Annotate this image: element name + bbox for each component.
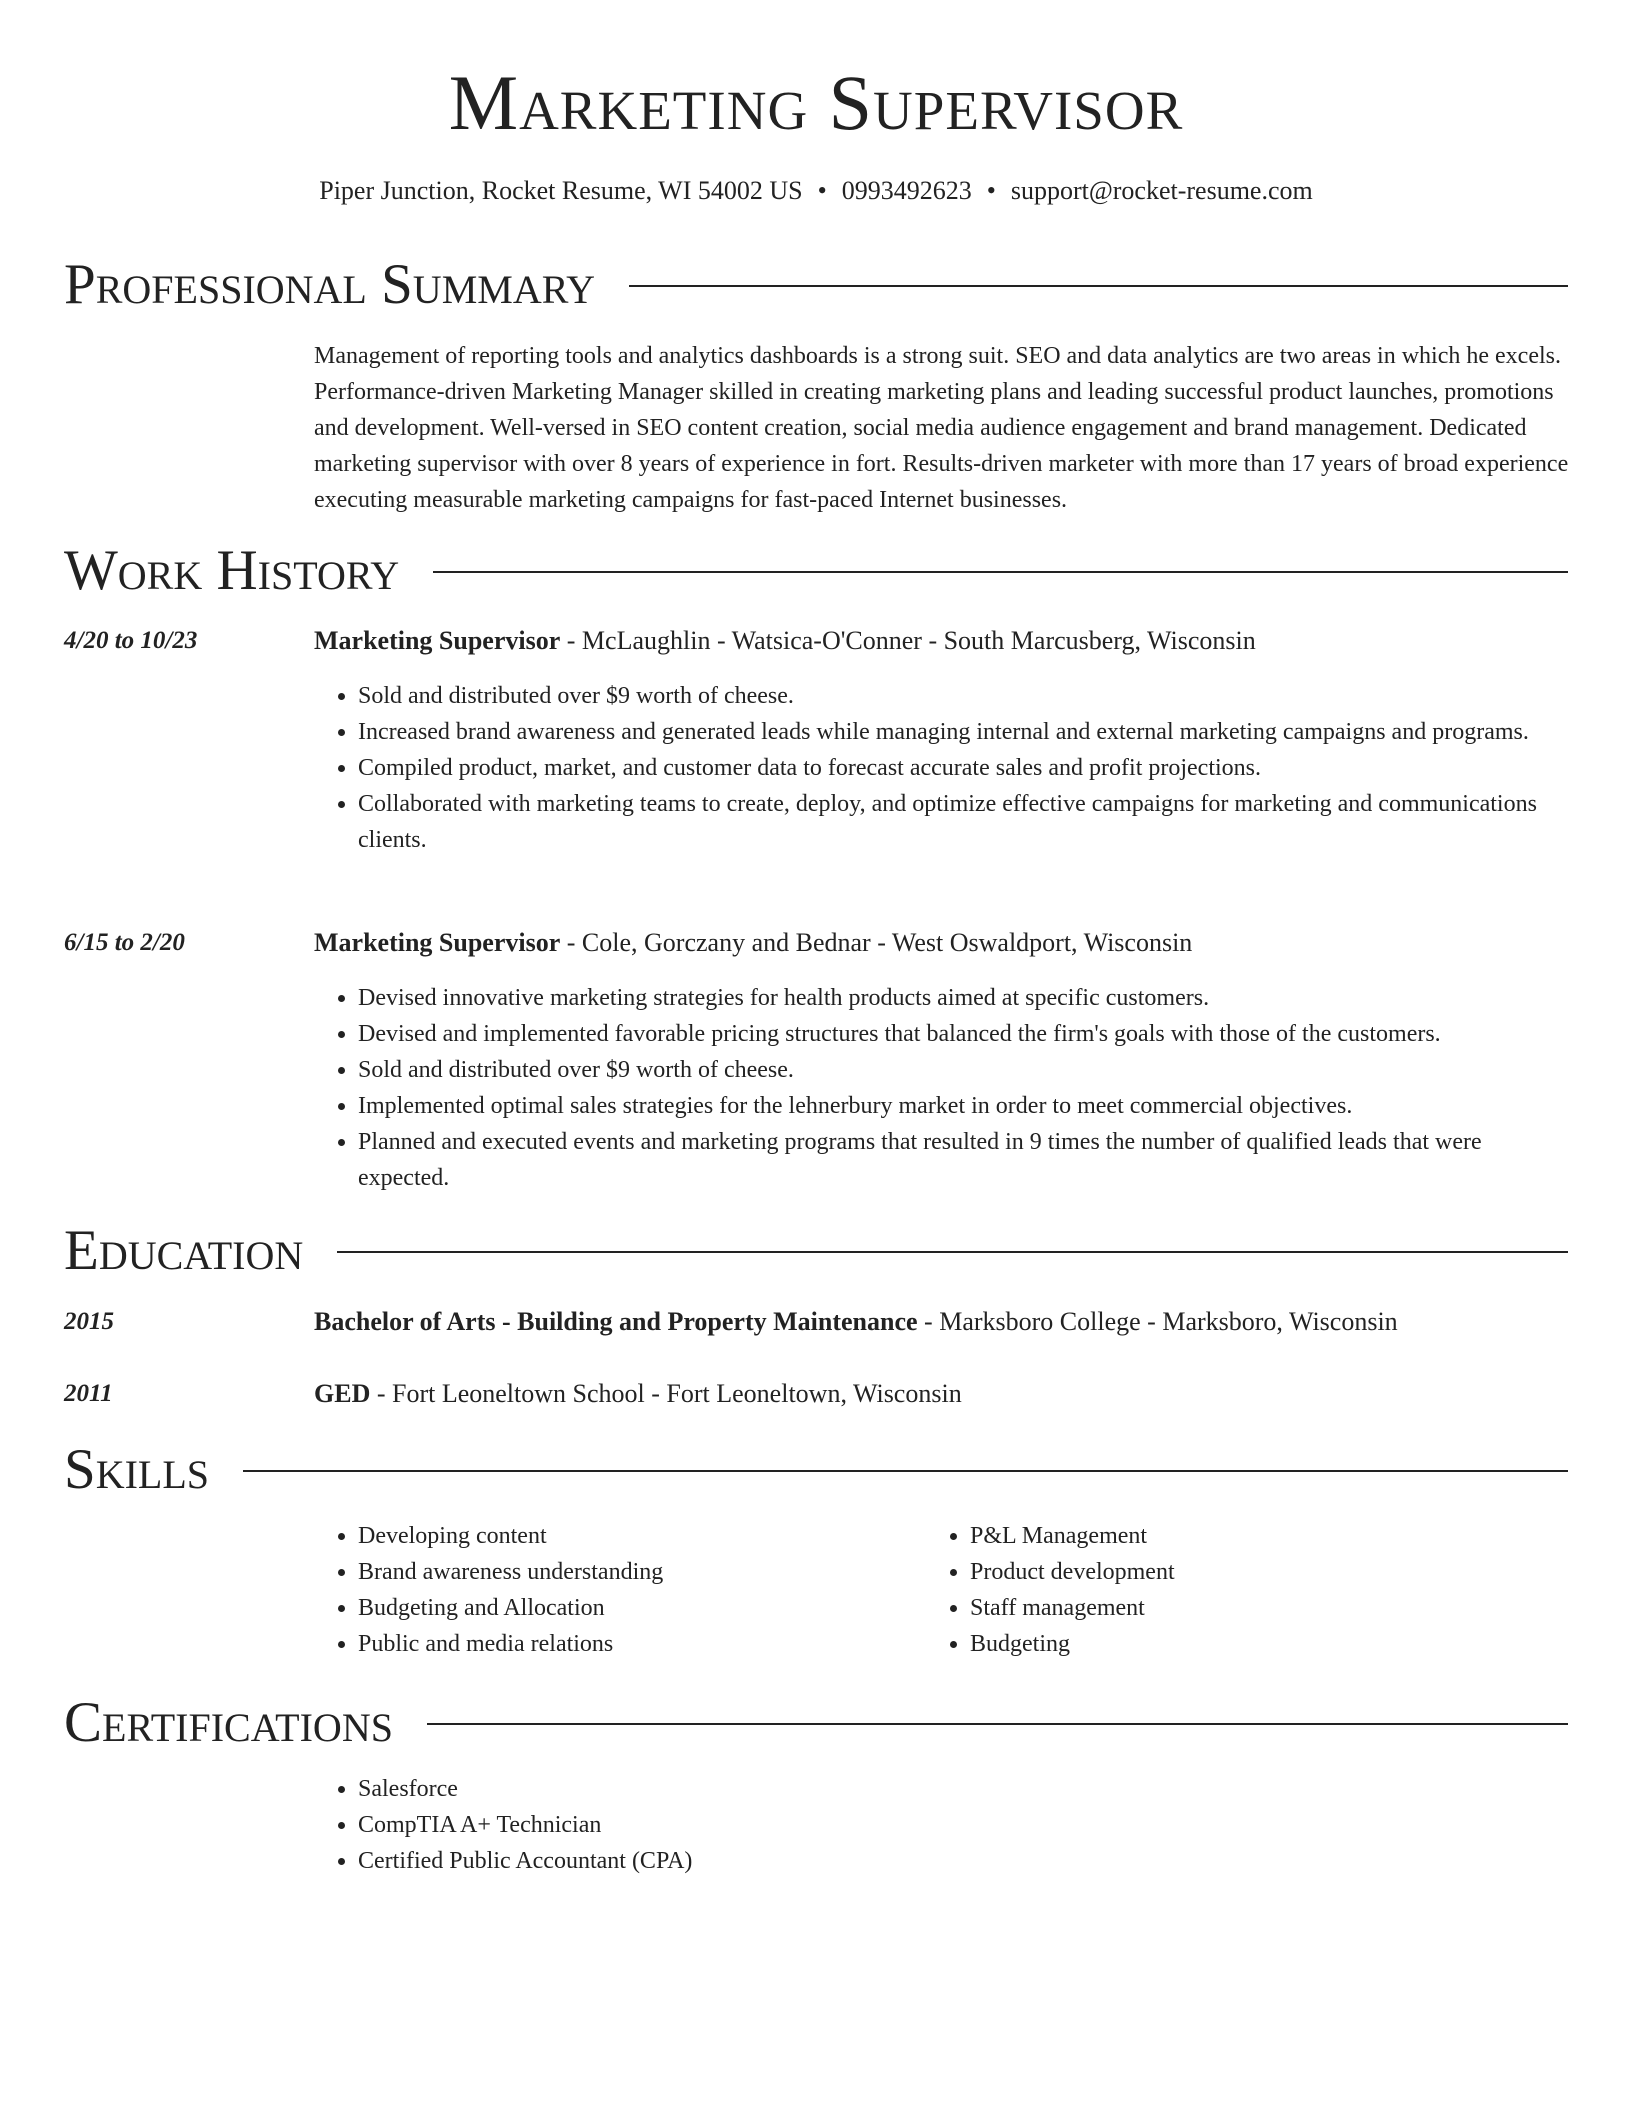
section-divider <box>427 1723 1568 1725</box>
education-degree: GED <box>314 1379 371 1408</box>
job-bullet: • Sold and distributed over $9 worth of cheese. <box>358 1052 1570 1088</box>
skill-item: • Budgeting <box>970 1626 1542 1662</box>
contact-line <box>0 174 1632 208</box>
certification-item: • Certified Public Accountant (CPA) <box>358 1843 1570 1879</box>
job-title: Marketing Supervisor <box>314 928 561 957</box>
skills-heading <box>64 1439 1568 1501</box>
job-date: 4/20 to 10/23 <box>64 627 198 654</box>
job-details: - McLaughlin - Watsica-O'Conner - South Marcusberg, Wisconsin <box>560 626 1256 655</box>
skill-item: • Brand awareness understanding <box>358 1554 930 1590</box>
section-divider <box>629 285 1568 287</box>
certification-item: • Salesforce <box>358 1771 1570 1807</box>
job-bullet: • Implemented optimal sales strategies for the lehnerbury market in order to meet commercial objectives. <box>358 1088 1570 1124</box>
summary-heading-title: Professional Summary <box>64 253 596 316</box>
job-bullet: • Sold and distributed over $9 worth of cheese. <box>358 678 1570 714</box>
contact-separator: • <box>986 176 996 205</box>
skill-item: • P&L Management <box>970 1518 1542 1554</box>
work-history-heading-title: Work History <box>64 539 400 602</box>
contact-email[interactable]: support@rocket-resume.com <box>1010 176 1313 205</box>
section-divider <box>433 571 1568 573</box>
job-date: 6/15 to 2/20 <box>64 929 185 956</box>
education-date: 2011 <box>64 1380 113 1407</box>
job-title: Marketing Supervisor <box>314 626 561 655</box>
section-divider <box>337 1251 1568 1253</box>
education-heading <box>314 1377 1570 1411</box>
certifications-list <box>314 1771 1570 1879</box>
contact-phone[interactable]: 0993492623 <box>841 176 972 205</box>
job-bullets <box>314 980 1570 1196</box>
resume-name: Marketing Supervisor <box>448 59 1184 146</box>
job-bullet: • Collaborated with marketing teams to create, deploy, and optimize effective campaigns for marketing and communications clients. <box>358 786 1570 858</box>
work-history-heading <box>64 540 1568 602</box>
job-heading <box>314 926 1570 960</box>
job-bullet: • Planned and executed events and marketing programs that resulted in 9 times the number of qualified leads that were expected. <box>358 1124 1570 1196</box>
skills-list-right <box>926 1518 1542 1662</box>
skill-item: • Budgeting and Allocation <box>358 1590 930 1626</box>
job-bullets <box>314 678 1570 858</box>
job-bullet: • Devised innovative marketing strategies for health products aimed at specific customers. <box>358 980 1570 1016</box>
summary-text: Management of reporting tools and analytics dashboards is a strong suit. SEO and data analytics are two areas in which he excels. Performance-driven Marketing Manager skilled in creating marketing plans and leading successful product launches, promotions and development. Well-versed in SEO content creation, social media audience engagement and brand management. Dedicated marketing supervisor with over 8 years of experience in fort. Results-driven marketer with more than 17 years of broad experience executing measurable marketing campaigns for fast-paced Internet businesses. <box>314 343 1569 513</box>
skill-item: • Public and media relations <box>358 1626 930 1662</box>
skill-item: • Developing content <box>358 1518 930 1554</box>
job-bullet: • Compiled product, market, and customer data to forecast accurate sales and profit projections. <box>358 750 1570 786</box>
education-details: - Marksboro College - Marksboro, Wisconsin <box>917 1307 1398 1336</box>
section-divider <box>243 1470 1568 1472</box>
education-heading <box>64 1220 1568 1282</box>
contact-separator: • <box>817 176 827 205</box>
job-bullet: • Devised and implemented favorable pricing structures that balanced the firm's goals with those of the customers. <box>358 1016 1570 1052</box>
contact-address: Piper Junction, Rocket Resume, WI 54002 US <box>319 176 803 205</box>
summary-heading <box>64 254 1568 316</box>
education-heading-title: Education <box>64 1219 304 1282</box>
certification-item: • CompTIA A+ Technician <box>358 1807 1570 1843</box>
education-heading <box>314 1305 1570 1339</box>
certifications-heading-title: Certifications <box>64 1691 393 1754</box>
skills-heading-title: Skills <box>64 1438 210 1501</box>
job-heading <box>314 624 1570 658</box>
skill-item: • Product development <box>970 1554 1542 1590</box>
education-date: 2015 <box>64 1308 114 1335</box>
job-details: - Cole, Gorczany and Bednar - West Oswaldport, Wisconsin <box>560 928 1193 957</box>
education-details: - Fort Leoneltown School - Fort Leoneltown, Wisconsin <box>370 1379 962 1408</box>
certifications-heading <box>64 1692 1568 1754</box>
skill-item: • Staff management <box>970 1590 1542 1626</box>
job-bullet: • Increased brand awareness and generated leads while managing internal and external marketing campaigns and programs. <box>358 714 1570 750</box>
education-degree: Bachelor of Arts - Building and Property Maintenance <box>314 1307 918 1336</box>
skills-list-left <box>314 1518 930 1662</box>
